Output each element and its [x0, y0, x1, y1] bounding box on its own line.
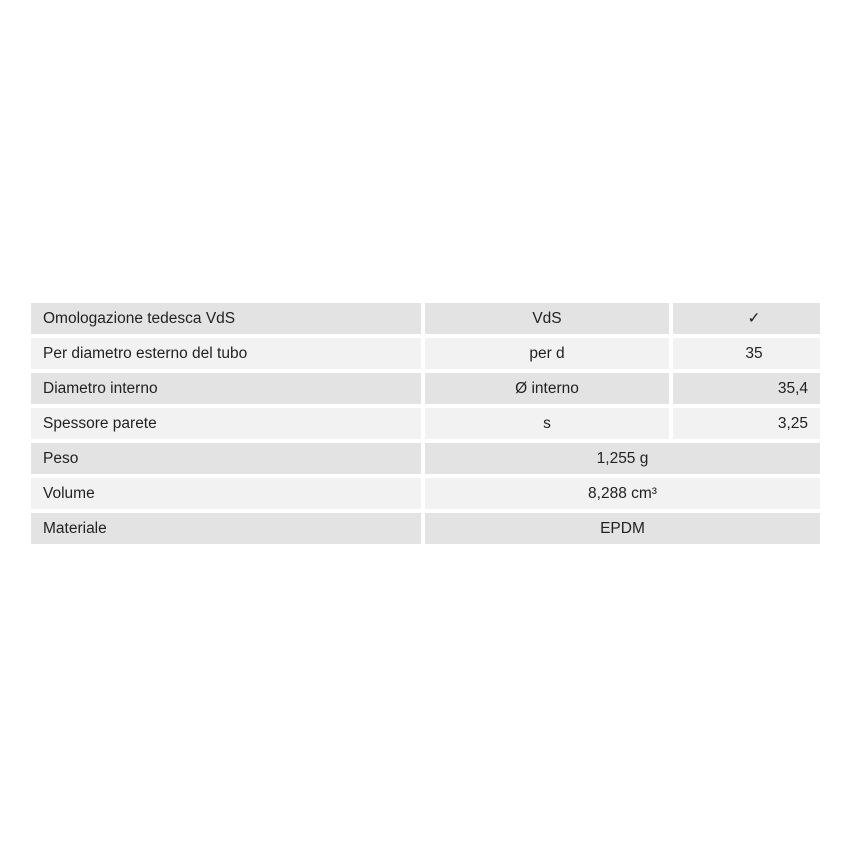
row-label: Materiale [31, 513, 421, 544]
row-label: Spessore parete [31, 408, 421, 439]
table-row [31, 513, 820, 544]
row-symbol: VdS [425, 303, 669, 334]
row-label: Volume [31, 478, 421, 509]
row-value: ✓ [673, 303, 820, 334]
row-label: Diametro interno [31, 373, 421, 404]
row-label: Omologazione tedesca VdS [31, 303, 421, 334]
row-value: 35 [673, 338, 820, 369]
table-row [31, 443, 820, 474]
table-row [31, 408, 820, 439]
table-row [31, 303, 820, 334]
row-symbol: s [425, 408, 669, 439]
row-symbol: Ø interno [425, 373, 669, 404]
table-row [31, 373, 820, 404]
row-value: 3,25 [673, 408, 820, 439]
row-value: EPDM [425, 513, 820, 544]
row-value: 8,288 cm³ [425, 478, 820, 509]
table-row [31, 338, 820, 369]
row-label: Per diametro esterno del tubo [31, 338, 421, 369]
row-value: 35,4 [673, 373, 820, 404]
row-value: 1,255 g [425, 443, 820, 474]
row-label: Peso [31, 443, 421, 474]
table-row [31, 478, 820, 509]
spec-table [31, 303, 820, 548]
row-symbol: per d [425, 338, 669, 369]
